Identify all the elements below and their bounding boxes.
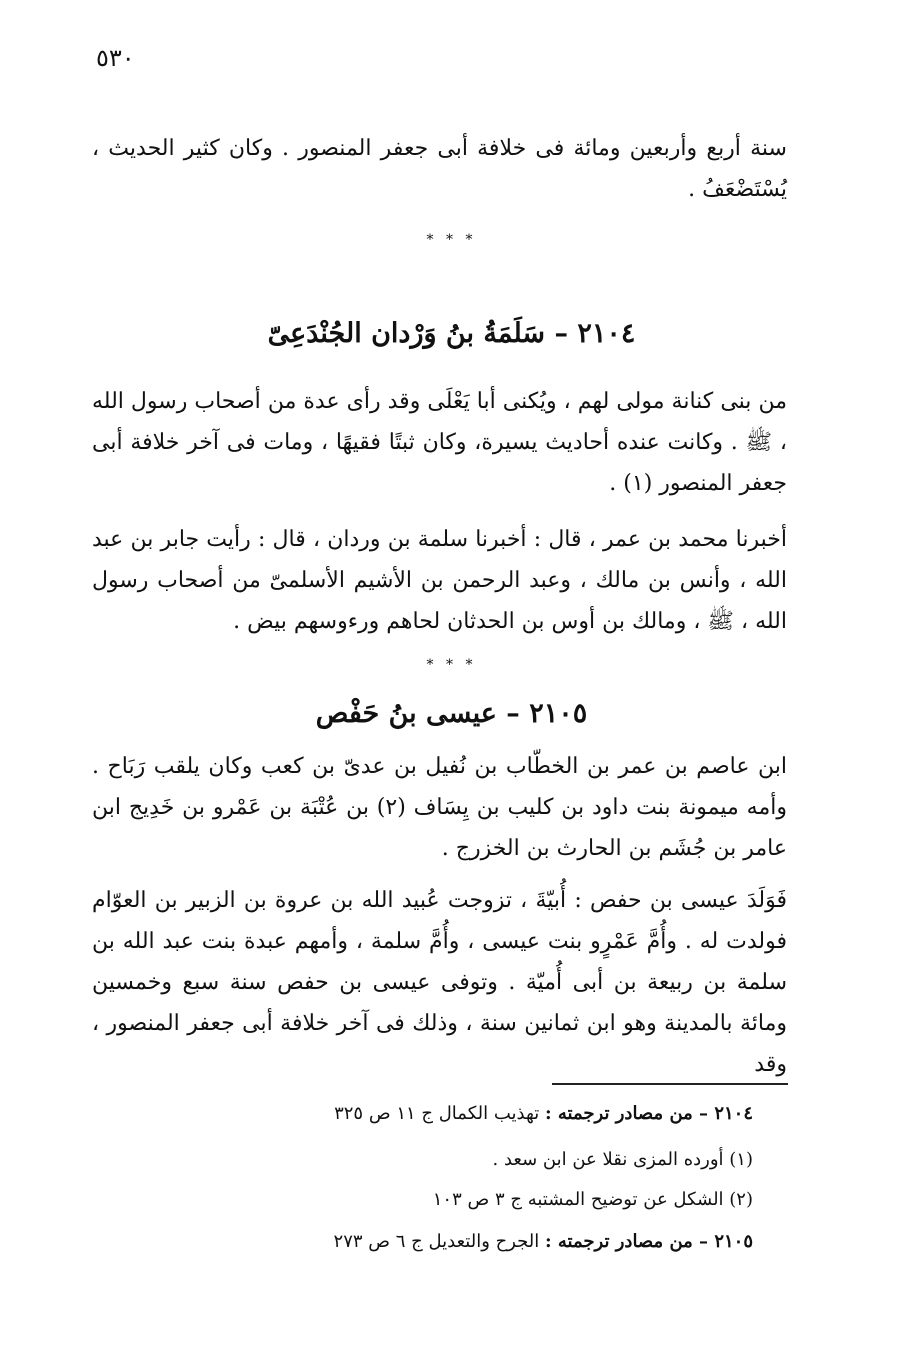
footnote-2105-sources [193, 1230, 753, 1254]
entry-2104-paragraph-2: أخبرنا محمد بن عمر ، قال : أخبرنا سلمة بن وردان ، قال : رأيت جابر بن عبد الله ، وأنس بن مالك ، وعبد الرحمن بن الأشيم الأسلمىّ من أصحاب رسول الله ، ﷺ ، ومالك بن أوس بن الحدثان لحاهم ورءوسهم بيض . [92, 527, 787, 634]
footnote-text: (١) أورده المزى نقلا عن ابن سعد . [492, 1149, 753, 1170]
section-separator: * * * [426, 657, 477, 673]
footnote-label: ٢١٠٤ – من مصادر ترجمته : [545, 1103, 753, 1124]
footnote-label: ٢١٠٥ – من مصادر ترجمته : [545, 1231, 753, 1252]
footnote-text: تهذيب الكمال ج ١١ ص ٣٢٥ [334, 1103, 545, 1124]
entry-2105-paragraph-2: فَوَلَدَ عيسى بن حفص : أُبيّةَ ، تزوجت عُبيد الله بن عروة بن الزبير بن العوّام فولدت له . وأُمَّ عَمْرٍو بنت عيسى ، وأُمَّ سلمة ، وأمهم عبدة بنت عبد الله بن سلمة بن ربيعة بن أبى أُميّة . وتوفى عيسى بن حفص سنة سبع وخمسين ومائة بالمدينة وهو ابن ثمانين سنة ، وذلك فى آخر خلافة أبى جعفر المنصور ، وقد [92, 888, 787, 1077]
section-separator: * * * [426, 232, 477, 248]
footnote-1 [193, 1148, 753, 1172]
entry-heading-2105: ٢١٠٥ – عيسى بنُ حَفْص [315, 698, 588, 729]
entry-heading-2104: ٢١٠٤ – سَلَمَةُ بنُ وَرْدان الجُنْدَعِىّ [267, 318, 636, 349]
footnote-divider [552, 1083, 788, 1085]
footnote-text: الجرح والتعديل ج ٦ ص ٢٧٣ [333, 1231, 545, 1252]
page-number: ٥٣٠ [96, 44, 135, 72]
footnote-text: (٢) الشكل عن توضيح المشتبه ج ٣ ص ١٠٣ [432, 1189, 753, 1210]
entry-2105-paragraph-1: ابن عاصم بن عمر بن الخطّاب بن نُفيل بن عدىّ بن كعب وكان يلقب رَبَاح . وأمه ميمونة بنت داود بن كليب بن يِسَاف (٢) بن عُتْبَة بن عَمْرو بن خَدِيج ابن عامر بن جُشَم بن الحارث بن الخزرج . [92, 754, 787, 861]
footnote-2 [193, 1188, 753, 1212]
footnote-2104-sources [193, 1102, 753, 1126]
entry-2104-paragraph-1: من بنى كنانة مولى لهم ، ويُكنى أبا يَعْلَى وقد رأى عدة من أصحاب رسول الله ، ﷺ . وكانت عنده أحاديث يسيرة، وكان ثبتًا فقيهًا ، ومات فى آخر خلافة أبى جعفر المنصور (١) . [92, 389, 787, 496]
intro-paragraph: سنة أربع وأربعين ومائة فى خلافة أبى جعفر المنصور . وكان كثير الحديث ، يُسْتَضْعَفُ . [92, 136, 787, 202]
